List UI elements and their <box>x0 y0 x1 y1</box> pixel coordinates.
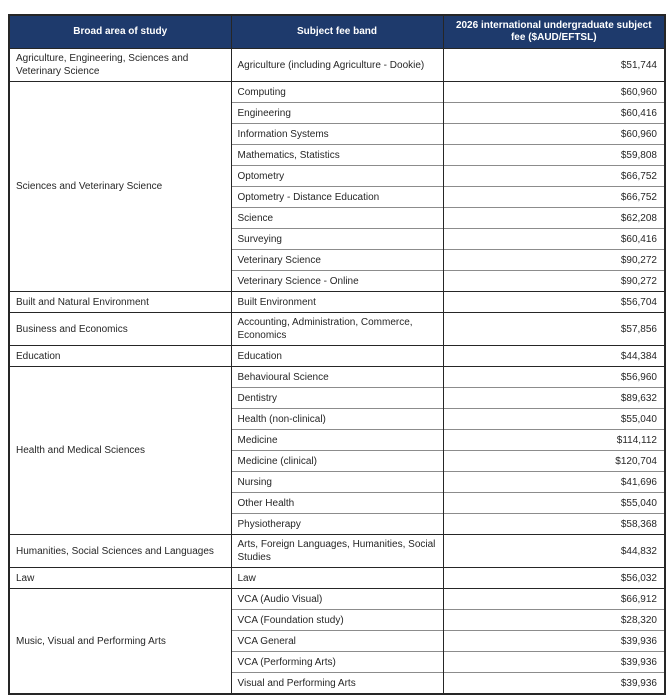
subject-fee-band-cell: Veterinary Science <box>231 250 443 271</box>
subject-fee-band-cell: Medicine (clinical) <box>231 451 443 472</box>
subject-fee-value-cell: $59,808 <box>443 145 665 166</box>
subject-fee-band-cell: Agriculture (including Agriculture - Dookie) <box>231 49 443 82</box>
broad-area-cell: Built and Natural Environment <box>9 292 231 313</box>
header-subject-fee-band: Subject fee band <box>231 15 443 49</box>
broad-area-cell: Health and Medical Sciences <box>9 367 231 535</box>
subject-fee-value-cell: $56,704 <box>443 292 665 313</box>
broad-area-cell: Business and Economics <box>9 313 231 346</box>
subject-fee-value-cell: $90,272 <box>443 271 665 292</box>
subject-fee-band-cell: Dentistry <box>231 388 443 409</box>
subject-fee-value-cell: $56,960 <box>443 367 665 388</box>
subject-fee-band-cell: VCA General <box>231 631 443 652</box>
subject-fee-band-cell: Optometry <box>231 166 443 187</box>
table-row <box>9 568 665 589</box>
subject-fee-band-cell: Nursing <box>231 472 443 493</box>
subject-fee-value-cell: $41,696 <box>443 472 665 493</box>
subject-fee-value-cell: $58,368 <box>443 514 665 535</box>
table-row <box>9 346 665 367</box>
subject-fee-value-cell: $114,112 <box>443 430 665 451</box>
subject-fee-band-cell: Accounting, Administration, Commerce, Economics <box>231 313 443 346</box>
subject-fee-band-cell: VCA (Audio Visual) <box>231 589 443 610</box>
header-2026-subject-fee: 2026 international undergraduate subject fee ($AUD/EFTSL) <box>443 15 665 49</box>
subject-fee-value-cell: $66,752 <box>443 187 665 208</box>
subject-fee-band-cell: Medicine <box>231 430 443 451</box>
broad-area-cell: Music, Visual and Performing Arts <box>9 589 231 695</box>
fee-table <box>8 14 666 695</box>
subject-fee-value-cell: $39,936 <box>443 631 665 652</box>
table-row <box>9 49 665 82</box>
subject-fee-band-cell: Behavioural Science <box>231 367 443 388</box>
subject-fee-value-cell: $60,960 <box>443 82 665 103</box>
subject-fee-value-cell: $39,936 <box>443 673 665 695</box>
header-row <box>9 15 665 49</box>
subject-fee-value-cell: $60,960 <box>443 124 665 145</box>
subject-fee-band-cell: Law <box>231 568 443 589</box>
subject-fee-value-cell: $66,912 <box>443 589 665 610</box>
subject-fee-band-cell: Built Environment <box>231 292 443 313</box>
subject-fee-band-cell: Science <box>231 208 443 229</box>
broad-area-cell: Law <box>9 568 231 589</box>
subject-fee-value-cell: $60,416 <box>443 103 665 124</box>
subject-fee-value-cell: $28,320 <box>443 610 665 631</box>
subject-fee-value-cell: $60,416 <box>443 229 665 250</box>
subject-fee-value-cell: $62,208 <box>443 208 665 229</box>
subject-fee-band-cell: Mathematics, Statistics <box>231 145 443 166</box>
subject-fee-value-cell: $44,832 <box>443 535 665 568</box>
subject-fee-band-cell: Physiotherapy <box>231 514 443 535</box>
subject-fee-band-cell: VCA (Performing Arts) <box>231 652 443 673</box>
subject-fee-value-cell: $55,040 <box>443 493 665 514</box>
table-row <box>9 292 665 313</box>
subject-fee-value-cell: $56,032 <box>443 568 665 589</box>
subject-fee-value-cell: $39,936 <box>443 652 665 673</box>
subject-fee-value-cell: $55,040 <box>443 409 665 430</box>
subject-fee-band-cell: Veterinary Science - Online <box>231 271 443 292</box>
subject-fee-band-cell: Surveying <box>231 229 443 250</box>
table-row <box>9 589 665 610</box>
subject-fee-band-cell: Optometry - Distance Education <box>231 187 443 208</box>
broad-area-cell: Humanities, Social Sciences and Languages <box>9 535 231 568</box>
subject-fee-band-cell: Information Systems <box>231 124 443 145</box>
broad-area-cell: Education <box>9 346 231 367</box>
broad-area-cell: Agriculture, Engineering, Sciences and Veterinary Science <box>9 49 231 82</box>
table-row <box>9 535 665 568</box>
fee-table-body <box>9 49 665 695</box>
header-broad-area-of-study: Broad area of study <box>9 15 231 49</box>
subject-fee-band-cell: VCA (Foundation study) <box>231 610 443 631</box>
subject-fee-value-cell: $66,752 <box>443 166 665 187</box>
subject-fee-band-cell: Arts, Foreign Languages, Humanities, Social Studies <box>231 535 443 568</box>
subject-fee-value-cell: $90,272 <box>443 250 665 271</box>
subject-fee-value-cell: $44,384 <box>443 346 665 367</box>
subject-fee-value-cell: $120,704 <box>443 451 665 472</box>
table-row <box>9 367 665 388</box>
subject-fee-band-cell: Engineering <box>231 103 443 124</box>
subject-fee-band-cell: Health (non-clinical) <box>231 409 443 430</box>
table-row <box>9 82 665 103</box>
subject-fee-value-cell: $89,632 <box>443 388 665 409</box>
subject-fee-band-cell: Other Health <box>231 493 443 514</box>
subject-fee-band-cell: Visual and Performing Arts <box>231 673 443 695</box>
subject-fee-band-cell: Computing <box>231 82 443 103</box>
broad-area-cell: Sciences and Veterinary Science <box>9 82 231 292</box>
subject-fee-band-cell: Education <box>231 346 443 367</box>
subject-fee-value-cell: $51,744 <box>443 49 665 82</box>
table-row <box>9 313 665 346</box>
subject-fee-value-cell: $57,856 <box>443 313 665 346</box>
